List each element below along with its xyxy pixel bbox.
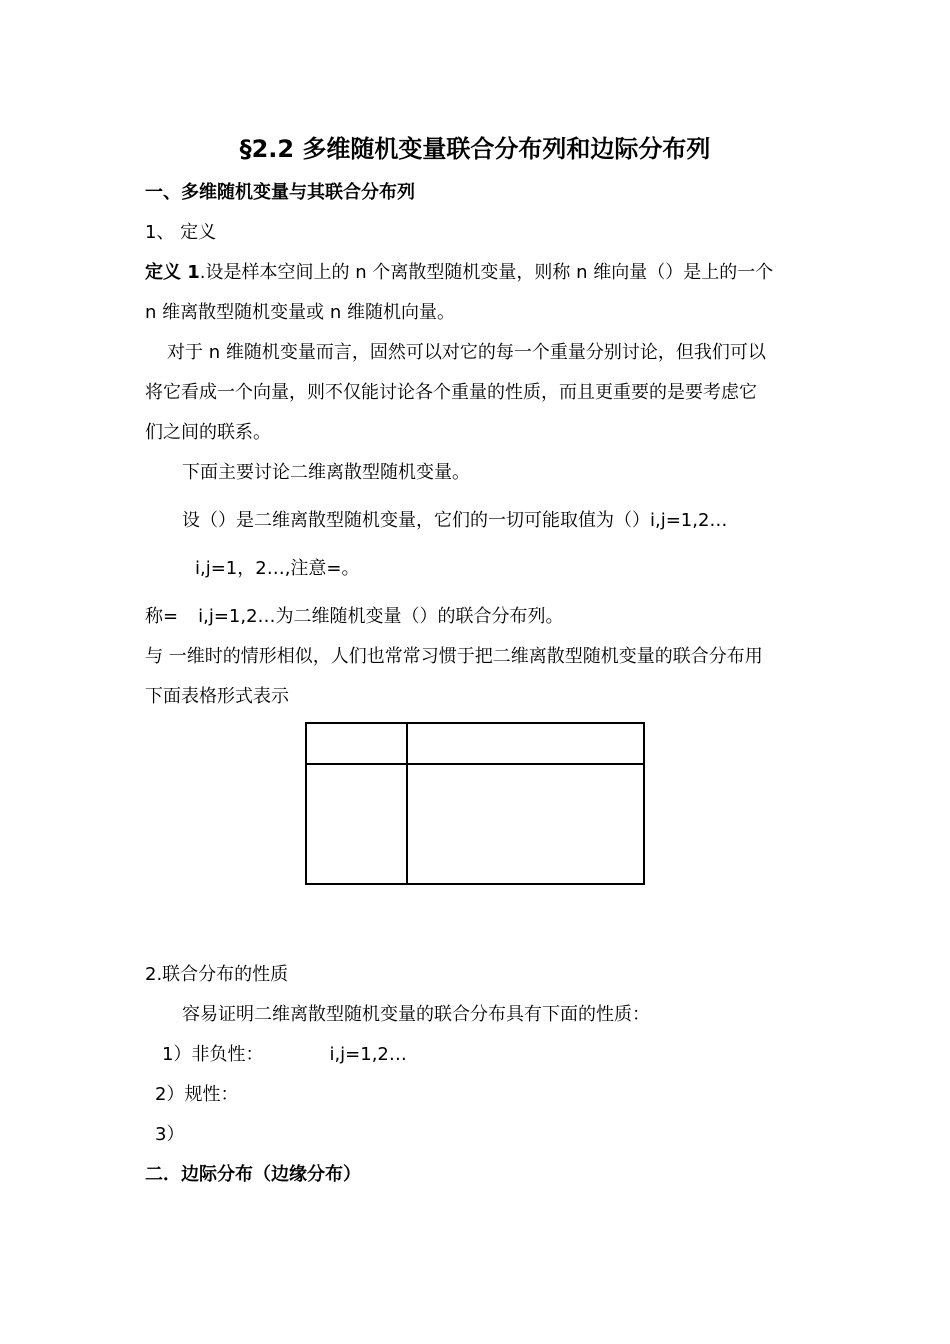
section-heading-marginal-distribution: 二．边际分布（边缘分布）: [145, 1164, 361, 1185]
table-header-cell: [407, 723, 644, 764]
paragraph-n-dim-line3: 们之间的联系。: [145, 422, 271, 443]
table-header-corner-cell: [306, 723, 407, 764]
paragraph-n-dim-line1: 对于 n 维随机变量而言，固然可以对它的每一个重量分别讨论，但我们可以: [167, 342, 766, 363]
property-third: 3）: [155, 1124, 185, 1145]
paragraph-possible-values: 设（）是二维离散型随机变量，它们的一切可能取值为（）i,j=1,2…: [182, 510, 728, 531]
section-heading-joint-distribution: 一、多维随机变量与其联合分布列: [145, 182, 415, 203]
paragraph-n-dim-line2: 将它看成一个向量，则不仅能讨论各个重量的性质，而且更重要的是要考虑它: [145, 382, 757, 403]
property-nonnegative-label: 1）非负性：: [162, 1044, 264, 1065]
paragraph-joint-distribution-def: [145, 605, 564, 629]
paragraph-probability-note: i,j=1，2…,注意=。: [195, 558, 360, 579]
property-nonnegative-index: i,j=1,2…: [329, 1044, 407, 1065]
paragraph-two-dim-intro: 下面主要讨论二维离散型随机变量。: [182, 462, 470, 483]
joint-distribution-suffix: i,j=1,2…为二维随机变量（）的联合分布列。: [198, 606, 564, 627]
definition-text: .设是样本空间上的 n 个离散型随机变量，则称 n 维向量（）是上的一个: [199, 262, 774, 283]
table-body-cell: [407, 764, 644, 884]
definition-label: 定义 1: [145, 262, 200, 283]
joint-distribution-prefix: 称=: [145, 606, 179, 627]
property-normalization: 2）规性：: [155, 1084, 239, 1105]
paragraph-table-form-line1: 与 一维时的情形相似，人们也常常习惯于把二维离散型随机变量的联合分布用: [145, 646, 763, 667]
definition-1-line1: [145, 261, 773, 285]
definition-1-line2: n 维离散型随机变量或 n 维随机向量。: [145, 302, 455, 323]
table-row-label-cell: [306, 764, 407, 884]
page-title: §2.2 多维随机变量联合分布列和边际分布列: [239, 135, 711, 163]
joint-distribution-table: [305, 722, 645, 885]
item-properties-heading: 2.联合分布的性质: [145, 964, 289, 985]
paragraph-table-form-line2: 下面表格形式表示: [145, 686, 289, 707]
paragraph-properties-intro: 容易证明二维离散型随机变量的联合分布具有下面的性质：: [182, 1004, 650, 1025]
item-definition-heading: 1、 定义: [145, 222, 217, 243]
property-nonnegative: [162, 1043, 407, 1067]
